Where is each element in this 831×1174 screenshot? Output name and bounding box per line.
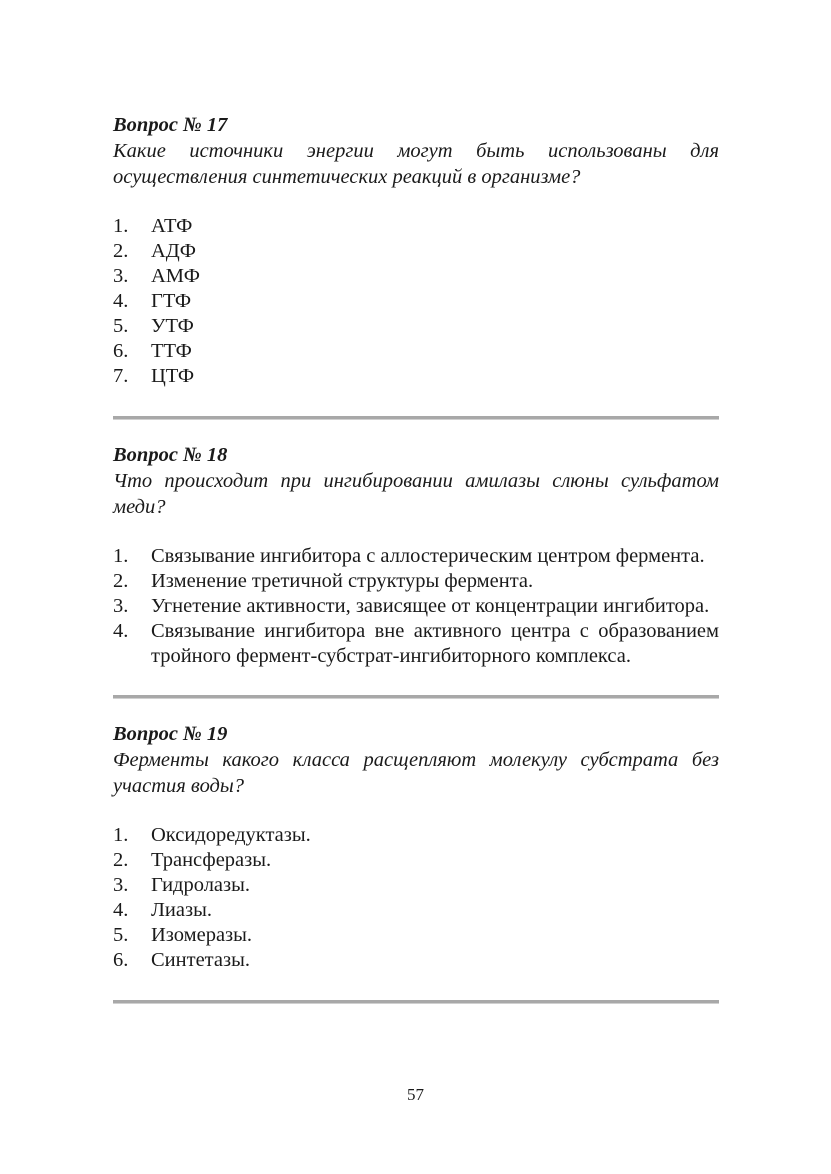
answer-text: АТФ [151, 215, 193, 237]
answer-text: Изомеразы. [151, 924, 253, 946]
answer-text: АДФ [151, 240, 196, 262]
answer-number: 3. [113, 595, 129, 617]
answer-option [113, 873, 719, 898]
question-18 [113, 442, 719, 669]
answer-text: ЦТФ [151, 365, 195, 387]
answer-option [113, 544, 719, 569]
answer-list [113, 823, 719, 973]
answer-text: Связывание ингибитора вне активного центра с образованием тройного фермент-субстрат-ингибиторного комплекса. [151, 620, 719, 667]
question-text [113, 747, 719, 799]
answer-text: Гидролазы. [151, 874, 251, 896]
answer-option [113, 314, 719, 339]
question-text-content: Какие источники энергии могут быть использованы для осуществления синтетических реакций в организме? [113, 140, 719, 188]
answer-number: 4. [113, 620, 129, 642]
page-number: 57 [407, 1085, 424, 1104]
answer-number: 3. [113, 874, 129, 896]
answer-option [113, 898, 719, 923]
answer-option [113, 948, 719, 973]
answer-number: 2. [113, 570, 129, 592]
answer-list [113, 214, 719, 389]
page-content [113, 112, 719, 1004]
answer-option [113, 619, 719, 669]
answer-number: 1. [113, 215, 129, 237]
answer-number: 4. [113, 290, 129, 312]
answer-option [113, 214, 719, 239]
answer-option [113, 339, 719, 364]
answer-list [113, 544, 719, 669]
answer-number: 6. [113, 340, 129, 362]
answer-number: 2. [113, 849, 129, 871]
answer-option [113, 569, 719, 594]
answer-number: 4. [113, 899, 129, 921]
answer-option [113, 923, 719, 948]
section-divider [113, 695, 719, 699]
answer-text: ТТФ [151, 340, 192, 362]
question-text-content: Что происходит при ингибировании амилазы слюны сульфатом меди? [113, 470, 719, 518]
question-text [113, 138, 719, 190]
answer-number: 6. [113, 949, 129, 971]
answer-number: 2. [113, 240, 129, 262]
answer-option [113, 364, 719, 389]
answer-number: 3. [113, 265, 129, 287]
answer-number: 1. [113, 824, 129, 846]
answer-text: АМФ [151, 265, 200, 287]
answer-number: 7. [113, 365, 129, 387]
section-divider [113, 416, 719, 420]
answer-text: ГТФ [151, 290, 192, 312]
question-title: Вопрос № 18 [113, 444, 228, 466]
question-17 [113, 112, 719, 389]
answer-text: Лиазы. [151, 899, 212, 921]
answer-text: Оксидоредуктазы. [151, 824, 311, 846]
answer-option [113, 594, 719, 619]
question-title: Вопрос № 17 [113, 114, 228, 136]
question-title: Вопрос № 19 [113, 723, 228, 745]
answer-number: 5. [113, 924, 129, 946]
answer-number: 1. [113, 545, 129, 567]
answer-text: Изменение третичной структуры фермента. [151, 570, 534, 592]
question-text-content: Ферменты какого класса расщепляют молекулу субстрата без участия воды? [113, 749, 719, 797]
answer-number: 5. [113, 315, 129, 337]
answer-text: Трансферазы. [151, 849, 272, 871]
answer-text: Связывание ингибитора с аллостерическим центром фермента. [151, 545, 705, 567]
answer-option [113, 264, 719, 289]
answer-text: УТФ [151, 315, 194, 337]
question-text [113, 468, 719, 520]
section-divider [113, 1000, 719, 1004]
answer-option [113, 289, 719, 314]
answer-option [113, 239, 719, 264]
answer-text: Синтетазы. [151, 949, 250, 971]
answer-option [113, 848, 719, 873]
answer-text: Угнетение активности, зависящее от концентрации ингибитора. [151, 595, 710, 617]
answer-option [113, 823, 719, 848]
question-19 [113, 721, 719, 973]
